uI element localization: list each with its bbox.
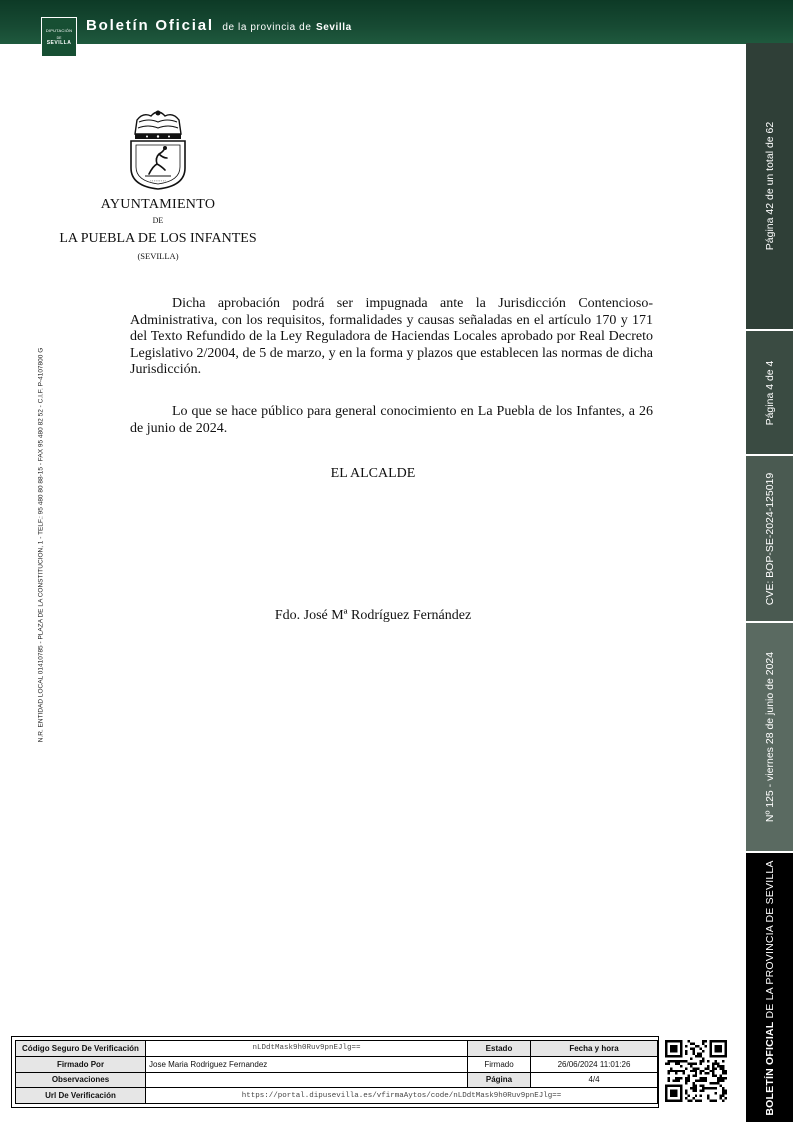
bulletin-title [86, 17, 352, 35]
csv-label: Código Seguro De Verificación [16, 1041, 146, 1057]
observaciones-value [146, 1072, 468, 1088]
letterhead-line-2: DE [152, 216, 164, 225]
logo-line-2: DE [56, 36, 62, 40]
footer-rest: DE LA PROVINCIA DE SEVILLA [763, 859, 776, 1018]
url-value[interactable]: https://portal.dipusevilla.es/vfirmaAytos/code/nLDdtMask9h0Ruv9pnEJlg== [146, 1088, 658, 1104]
firmado-value: Jose Maria Rodriguez Fernandez [146, 1056, 468, 1072]
strip-issue [746, 623, 793, 853]
coat-of-arms-icon [127, 108, 189, 190]
letterhead-line-4: (SEVILLA) [137, 251, 179, 261]
qr-code-icon [665, 1040, 727, 1102]
brand-main: Boletín Oficial [86, 17, 214, 34]
strip-footer [746, 853, 793, 1122]
strip-page-total [746, 43, 793, 331]
observaciones-label: Observaciones [16, 1072, 146, 1088]
strip-page-of [746, 331, 793, 456]
pagina-label: Página [468, 1072, 531, 1088]
pagina-value: 4/4 [531, 1072, 658, 1088]
brand-rest: de la provincia de [222, 22, 312, 33]
right-info-strip [746, 43, 793, 1122]
paragraph-public-notice: Lo que se hace público para general conocimiento en La Puebla de los Infantes, a 26 de junio de 2024. [130, 404, 653, 436]
letterhead-line-1: AYUNTAMIENTO [100, 197, 216, 212]
fecha-value: 26/06/2024 11:01:26 [531, 1056, 658, 1072]
verification-box [11, 1036, 659, 1108]
fecha-label: Fecha y hora [531, 1041, 658, 1057]
cve-text: CVE: BOP-SE-2024-125019 [763, 472, 776, 605]
diputacion-logo [41, 17, 77, 57]
logo-line-1: DIPUTACIÓN [45, 28, 73, 33]
url-label: Url De Verificación [16, 1088, 146, 1104]
estado-label: Estado [468, 1041, 531, 1057]
signer-name: Fdo. José Mª Rodríguez Fernández [274, 608, 472, 623]
footer-bold: BOLETÍN OFICIAL [763, 1021, 776, 1116]
signer-title: EL ALCALDE [330, 466, 416, 481]
page-total-text: Página 42 de un total de 62 [763, 121, 776, 251]
paragraph-impugnation: Dicha aprobación podrá ser impugnada ante la Jurisdicción Contencioso-Administrativa, con los requisitos, formalidades y causas señaladas en el artículo 170 y 171 del Texto Refundido de la Ley Reguladora de Haciendas Locales aprobado por Real Decreto Legislativo 2/2004, de 5 de marzo, y en la forma y plazos que establecen las normas de dicha Jurisdicción. [130, 296, 653, 377]
logo-line-3: SEVILLA [46, 40, 72, 46]
estado-value: Firmado [468, 1056, 531, 1072]
issue-text: Nº 125 - viernes 28 de junio de 2024 [763, 651, 776, 823]
page-of-text: Página 4 de 4 [763, 360, 776, 425]
svg-text:• • • • • • • • •: • • • • • • • • • [150, 179, 166, 183]
verification-table [15, 1040, 658, 1104]
entity-info-vertical: N.R. ENTIDAD LOCAL 01410785 - PLAZA DE LA CONSTITUCION, 1 - TELF.: 95 480 80 88-15 - FAX 95 480 82 52 - C.I.F. P-4107800 G [37, 347, 45, 743]
firmado-label: Firmado Por [16, 1056, 146, 1072]
letterhead-line-3: LA PUEBLA DE LOS INFANTES [59, 231, 257, 246]
brand-province: Sevilla [315, 22, 352, 33]
csv-value: nLDdtMask9h0Ruv9pnEJlg== [146, 1041, 468, 1057]
strip-cve [746, 456, 793, 623]
footer-vertical-text [764, 860, 776, 1115]
